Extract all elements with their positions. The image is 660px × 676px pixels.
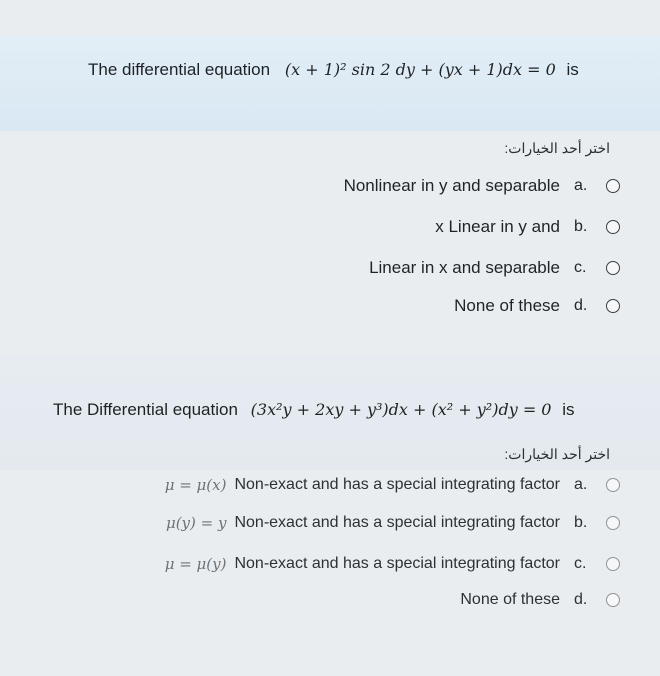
question-1-prompt: اختر أحد الخيارات: bbox=[504, 140, 610, 156]
option-math: μ = μ(x) bbox=[164, 476, 227, 494]
radio-button[interactable] bbox=[606, 261, 620, 275]
option-label: Nonlinear in y and separable bbox=[343, 176, 560, 195]
option-label: Non-exact and has a special integrating factor bbox=[234, 555, 560, 572]
radio-button[interactable] bbox=[606, 478, 620, 492]
question-1-option-b[interactable] bbox=[435, 217, 620, 237]
question-2-equation: (3x²y + 2xy + y³)dx + (x² + y²)dy = 0 bbox=[250, 400, 552, 419]
question-1-panel bbox=[0, 36, 660, 131]
question-1-prefix: The differential equation bbox=[88, 60, 271, 79]
question-2-option-d[interactable] bbox=[460, 591, 620, 609]
option-letter: c. bbox=[574, 259, 587, 276]
option-letter: a. bbox=[574, 476, 588, 493]
radio-button[interactable] bbox=[606, 557, 620, 571]
option-label: Non-exact and has a special integrating factor bbox=[234, 476, 560, 493]
question-2-suffix: is bbox=[562, 400, 575, 419]
question-2-option-a[interactable] bbox=[165, 476, 620, 494]
option-label: Linear in x and separable bbox=[369, 258, 560, 277]
question-2-option-b[interactable] bbox=[166, 514, 620, 532]
radio-button[interactable] bbox=[606, 516, 620, 530]
option-letter: b. bbox=[574, 514, 588, 531]
radio-button[interactable] bbox=[606, 593, 620, 607]
radio-button[interactable] bbox=[606, 299, 620, 313]
question-1-text bbox=[88, 60, 579, 80]
question-1-equation: (x + 1)² sin 2 dy + (yx + 1)dx = 0 bbox=[284, 60, 556, 79]
question-2-prompt: اختر أحد الخيارات: bbox=[504, 446, 610, 462]
option-letter: d. bbox=[574, 297, 588, 314]
option-label: Non-exact and has a special integrating factor bbox=[234, 514, 560, 531]
question-2-option-c[interactable] bbox=[165, 555, 620, 573]
radio-button[interactable] bbox=[606, 220, 620, 234]
option-label: None of these bbox=[460, 591, 560, 608]
option-math: μ = μ(y) bbox=[164, 555, 227, 573]
option-letter: b. bbox=[574, 218, 588, 235]
question-2-prefix: The Differential equation bbox=[53, 400, 238, 419]
radio-button[interactable] bbox=[606, 179, 620, 193]
option-label: None of these bbox=[454, 296, 560, 315]
option-label: x Linear in y and bbox=[435, 217, 560, 236]
question-1-option-c[interactable] bbox=[369, 258, 620, 278]
question-1-suffix: is bbox=[566, 60, 579, 79]
option-letter: d. bbox=[574, 591, 588, 608]
option-letter: c. bbox=[574, 555, 587, 572]
option-math: μ(y) = y bbox=[165, 514, 227, 532]
option-letter: a. bbox=[574, 177, 588, 194]
question-1-option-d[interactable] bbox=[454, 296, 620, 316]
question-1-option-a[interactable] bbox=[344, 176, 620, 196]
question-2-text bbox=[53, 400, 575, 420]
